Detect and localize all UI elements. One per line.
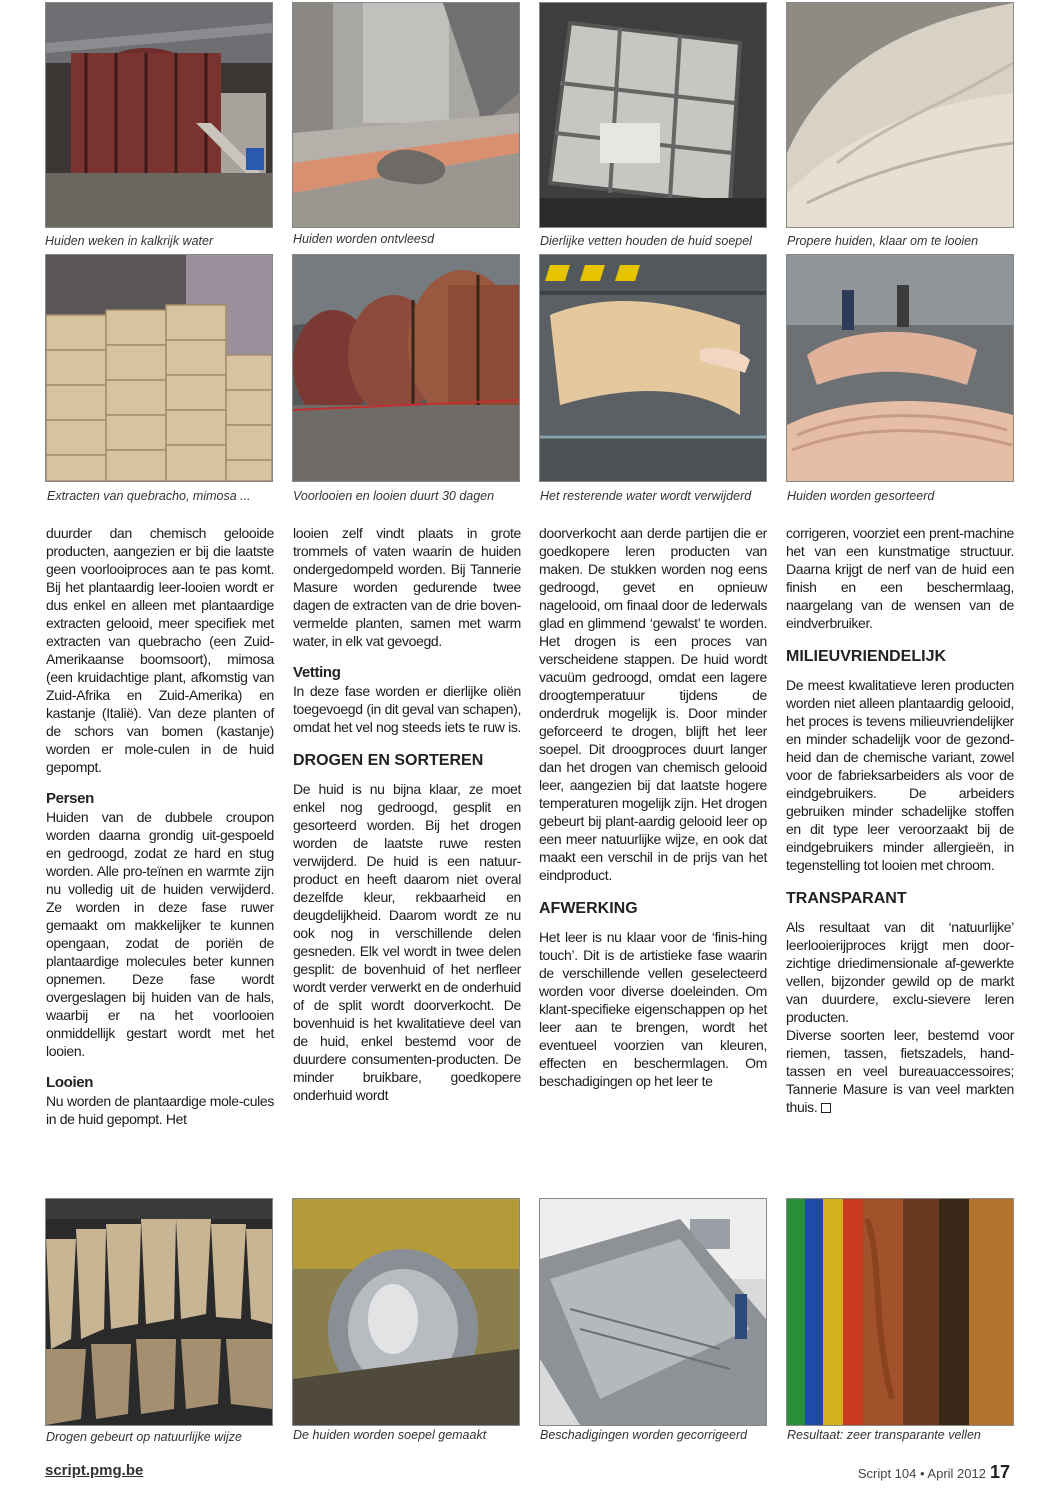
caption-5: Extracten van quebracho, mimosa ... — [47, 489, 251, 503]
correction-machine-photo — [540, 1199, 766, 1425]
paragraph: Diverse soorten leer, bestemd voor riemen, tassen, fietszadels, hand-tassen en veel bureauaccessoires; Tannerie Masure is van veel markten thuis. — [786, 1027, 1014, 1115]
photo-propere — [786, 2, 1014, 228]
subheading-vetting: Vetting — [293, 664, 341, 681]
footer-website-link[interactable]: script.pmg.be — [45, 1462, 144, 1479]
paragraph: Als resultaat van dit ‘natuurlijke’ leerlooierijproces krijgt men door-zichtige driedimensionale af-gewerkte vellen, bijzonder gewild op de markt van duurdere, exclu-sievere leren producten. — [786, 919, 1014, 1025]
article-column-4 — [786, 524, 1014, 1116]
article-column-2 — [293, 524, 521, 1104]
caption-6: Voorlooien en looien duurt 30 dagen — [293, 489, 495, 503]
paragraph: doorverkocht aan derde partijen die er goedkopere leren producten van maken. De stukken worden nog eens gedroogd, gevet en opnieuw nagelooid, om finaal door de lederwals glad en glimmend ‘gewalst’ te worden. Het drogen is een proces van verscheidene stappen. De huid wordt vacuüm gedroogd, omdat een lagere droogtemperatuur tijdens de onderdruk mogelijk is. Door minder geforceerd te drogen, blijft het leer soepel. Dit droogproces duurt langer dan het drogen van chemisch gelooid leer, aangezien bij dat laatste hogere temperaturen mogelijk zijn. Het drogen gebeurt bij plant-aardig gelooid leer op een meer natuurlijke wijze, en ook dat maakt een verschil in de prijs van het eindproduct. — [539, 525, 767, 883]
paragraph: Nu worden de plantaardige mole-cules in de huid gepompt. Het — [46, 1093, 274, 1127]
sorting-hides-photo — [787, 255, 1013, 481]
photo-vetten — [539, 2, 767, 228]
photo-drogen — [45, 1198, 273, 1426]
caption-11: Beschadigingen worden gecorrigeerd — [540, 1428, 748, 1442]
caption-4: Propere huiden, klaar om te looien — [787, 234, 979, 248]
article-column-3 — [539, 524, 767, 1090]
paragraph: corrigeren, voorziet een prent-machine het van een kunstmatige structuur. Daarna krijgt de nerf van de huid een finish en een beschermlaag, naargelang van de wensen van de eindverbruiker. — [786, 525, 1014, 631]
fleshing-machine-photo — [293, 3, 519, 227]
caption-3: Dierlijke vetten houden de huid soepel — [540, 234, 752, 248]
heading-afwerking: AFWERKING — [539, 900, 638, 917]
paragraph: In deze fase worden er dierlijke oliën toegevoegd (in dit geval van schapen), omdat het vel nog steeds iets te ruw is. — [293, 683, 522, 735]
caption-12: Resultaat: zeer transparante vellen — [787, 1428, 981, 1442]
extract-bags-photo — [46, 255, 272, 481]
tanning-drums-photo — [293, 255, 519, 481]
photo-ontvleesd — [292, 2, 520, 228]
fat-container-photo — [540, 3, 766, 227]
paragraph: Het leer is nu klaar voor de ‘finis-hing touch’. Dit is de artistieke fase waarin de verschillende vellen geselecteerd worden voor diverse doeleinden. Om klant-specifieke eigenschappen op het leer aan te brengen, wordt het eventueel voorzien van kleuren, effecten en beschermlagen. Om beschadigingen op het leer te — [539, 929, 767, 1089]
photo-kalk — [45, 2, 273, 228]
tannery-drum-photo — [46, 3, 272, 227]
photo-resultaat — [786, 1198, 1014, 1426]
clean-hides-photo — [787, 3, 1013, 227]
heading-milieuvriendelijk: MILIEUVRIENDELIJK — [786, 648, 947, 665]
colored-leather-photo — [787, 1199, 1013, 1425]
subheading-looien: Looien — [46, 1074, 94, 1091]
photo-extracten — [45, 254, 273, 482]
paragraph: Huiden van de dubbele croupon worden daarna grondig uit-gespoeld en gedroogd, zodat ze hard en stug worden. Alle pro-teïnen en warmte zijn nu volledig uit de huiden verwijderd. Ze worden in deze fase ruwer gemaakt om makkelijker te kunnen opengaan, zodat de poriën de plantaardige molecules beter kunnen opnemen. Deze fase wordt overgeslagen bij huiden van de hals, waarbij er na het voorlooien onmiddellijk gestart wordt met het looien. — [46, 809, 274, 1059]
paragraph: duurder dan chemisch gelooide producten, aangezien er bij die laatste geen voorlooiproces aan te pas komt. Bij het plantaardig leer-looien wordt er dus enkel en alleen met plantaardige extracten gelooid, meer specifiek met extracten van quebracho (een Zuid-Amerikaanse boomsoort), mimosa (een kruidachtige plant, afkomstig van Zuid-Afrika en Zuid-Amerika) en kastanje (Italië). Van deze planten of de schors van bomen (kastanje) worden er mole-culen in de huid gepompt. — [46, 525, 274, 775]
caption-8: Huiden worden gesorteerd — [787, 489, 935, 503]
caption-1: Huiden weken in kalkrijk water — [45, 234, 214, 248]
footer-issue — [858, 1462, 1010, 1483]
photo-soepel — [292, 1198, 520, 1426]
water-removal-photo — [540, 255, 766, 481]
drying-hides-photo — [46, 1199, 272, 1425]
caption-2: Huiden worden ontvleesd — [293, 232, 435, 246]
caption-10: De huiden worden soepel gemaakt — [293, 1428, 487, 1442]
article-column-1 — [46, 524, 274, 1128]
caption-9: Drogen gebeurt op natuurlijke wijze — [46, 1430, 242, 1444]
photo-gesorteerd — [786, 254, 1014, 482]
page-number: 17 — [989, 1462, 1010, 1482]
paragraph-end — [786, 1026, 1014, 1116]
photo-beschadigingen — [539, 1198, 767, 1426]
heading-transparant: TRANSPARANT — [786, 890, 907, 907]
softening-machine-photo — [293, 1199, 519, 1425]
heading-drogen-en-sorteren: DROGEN EN SORTEREN — [293, 752, 484, 769]
paragraph: De meest kwalitatieve leren producten worden niet alleen plantaardig gelooid, het proces is tevens milieuvriendelijker en minder schadelijk voor de gezond-heid dan de chemische variant, zowel voor de fabrieksarbeiders als voor de eindgebruikers. De arbeiders gebruiken minder schadelijke stoffen en dit type leer veroorzaakt bij de eindgebruikers minder allergieën, in tegenstelling tot looien met chroom. — [786, 677, 1014, 873]
photo-water — [539, 254, 767, 482]
paragraph: looien zelf vindt plaats in grote trommels of vaten waarin de huiden ondergedompeld worden. Bij Tannerie Masure worden gedurende twee dagen de extracten van de drie boven-vermelde planten, samen met warm water, in elk vat gevoegd. — [293, 525, 521, 649]
issue-label: Script 104 • April 2012 — [857, 1466, 986, 1481]
caption-7: Het resterende water wordt verwijderd — [540, 489, 752, 503]
paragraph: De huid is nu bijna klaar, ze moet enkel nog gedroogd, gesplit en gesorteerd worden. Bij het drogen worden de laatste ruwe resten verwijderd. De huid is een natuur-product en heeft daarom niet overal dezelfde kleur, rekbaarheid en deugdelijkheid. Daarom wordt ze nu ook nog in verschillende delen gesneden. Elk vel wordt in twee delen gesplit: de bovenhuid of het nerfleer wordt verder verwerkt en de onderhuid of de split wordt doorverkocht. De bovenhuid is het kwalitatieve deel van de huid, enkel bestemd voor de duurdere consumenten-producten. De minder bruikbare, goedkopere onderhuid wordt — [293, 781, 521, 1103]
end-mark-icon — [821, 1103, 831, 1113]
subheading-persen: Persen — [46, 790, 94, 807]
photo-voorlooien — [292, 254, 520, 482]
